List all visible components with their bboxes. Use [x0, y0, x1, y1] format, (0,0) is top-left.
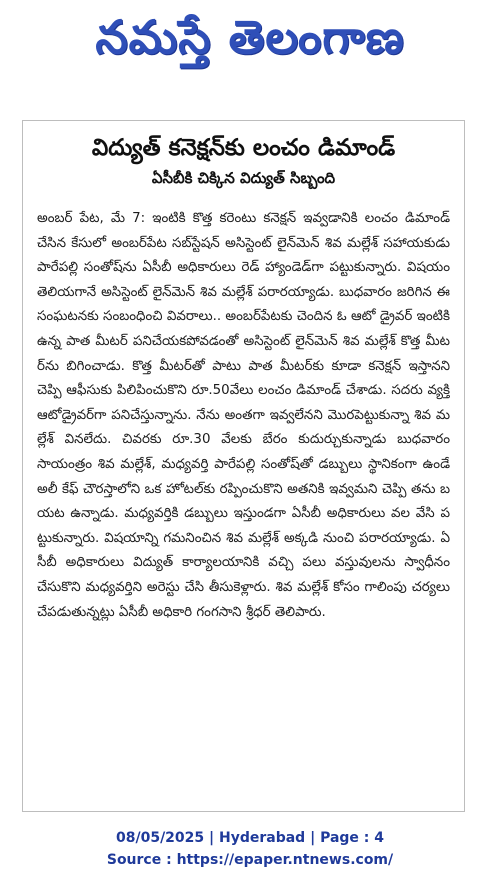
masthead	[0, 0, 500, 86]
article-headline: విద్యుత్ కనెక్షన్‌కు లంచం డిమాండ్	[91, 135, 396, 161]
article-clipping	[22, 120, 465, 812]
source-link[interactable]: Source : https://epaper.ntnews.com/	[106, 852, 394, 868]
article-subhead: ఏసీబీకి చిక్కిన విద్యుత్ సిబ్బంది	[151, 169, 336, 187]
edition-info: 08/05/2025 | Hyderabad | Page : 4	[115, 830, 385, 846]
article-body: అంబర్ పేట, మే 7: ఇంటికి కొత్త కరెంటు కనెక్షన్ ఇవ్వడానికి లంచం డిమాండ్ చేసిన కేసులో అంబర్‌పేట సబ్‌స్టేషన్ అసిస్టెంట్ లైన్‌మెన్ శివ మల్లేశ్ సహాయకుడు పారేపల్లి సంతోష్‌ను ఏసీబీ అధికారులు రెడ్ హ్యాండెడ్‌గా పట్టుకున్నారు. విషయం తెలియగానే అసిస్టెంట్ లైన్‌మెన్ శివ మల్లేశ్ పరారయ్యాడు. బుధవారం జరిగిన ఈ సంఘటనకు సంబంధించి వివరాలు.. అంబర్‌పేటకు చెందిన ఓ ఆటో డ్రైవర్ ఇంటికి ఉన్న పాత మీటర్ పనిచేయకపోవడంతో అసిస్టెంట్ లైన్‌మెన్ శివ మల్లేశ్ కొత్త మీటర్‌ను బిగించాడు. కొత్త మీటర్‌తో పాటు పాత మీటర్‌కు కూడా కనెక్షన్ ఇస్తానని చెప్పి ఆఫీసుకు పిలిపించుకొని రూ.50వేలు లంచం డిమాండ్ చేశాడు. సదరు వ్యక్తి ఆటోడ్రైవర్‌గా పనిచేస్తున్నాను. నేను అంతగా ఇవ్వలేనని మొరపెట్టుకున్నా శివ మల్లేశ్ వినలేదు. చివరకు రూ.30 వేలకు బేరం కుదుర్చుకున్నాడు బుధవారం సాయంత్రం శివ మల్లేశ్, మధ్యవర్తి పారేపల్లి సంతోష్‌తో డబ్బులు స్థానికంగా ఉండే అలీ కేఫ్ చౌరస్తాలోని ఒక హోటల్‌కు రప్పించుకొని అతనికి ఇవ్వమని చెప్పి తను బయట ఉన్నాడు. మధ్యవర్తికి డబ్బులు ఇస్తుండగా ఏసీబీ అధికారులు వల వేసి పట్టుకున్నారు. విషయాన్ని గమనించిన శివ మల్లేశ్ అక్కడి నుంచి పరారయ్యాడు. ఏసీబీ అధికారులు విద్యుత్ కార్యాలయానికి వచ్చి పలు వస్తువులను స్వాధీనం చేసుకొని మధ్యవర్తిని అరెస్టు చేసి తీసుకెళ్లారు. శివ మల్లేశ్ కోసం గాలింపు చర్యలు చేపడుతున్నట్లు ఏసీబీ అధికారి గంగసాని శ్రీధర్ తెలిపారు.	[37, 211, 450, 620]
newspaper-title: నమస్తే తెలంగాణ	[95, 10, 405, 64]
